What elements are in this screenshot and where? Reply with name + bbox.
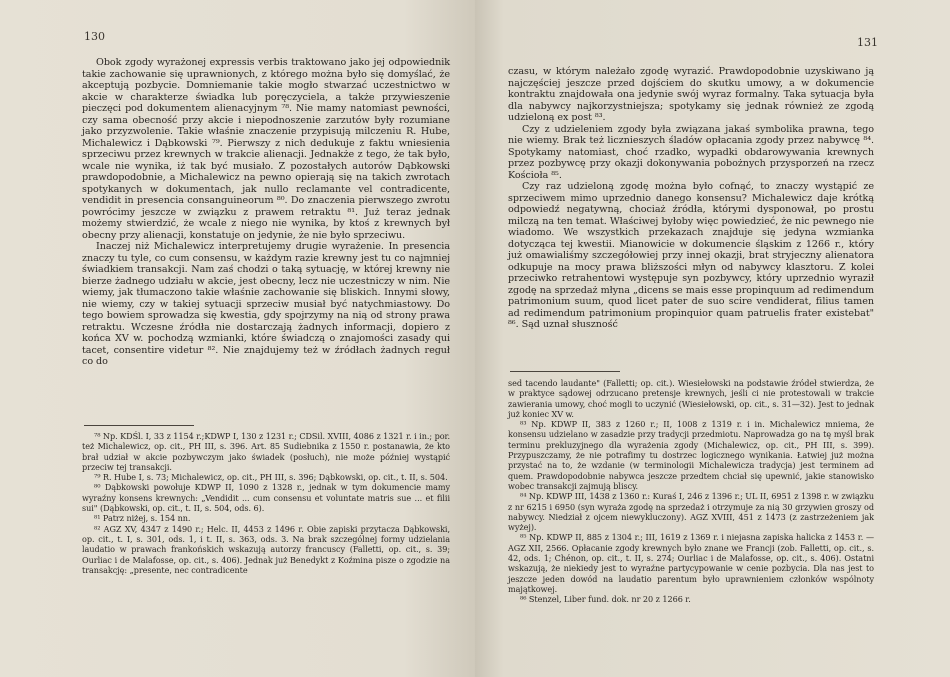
right-page <box>475 0 950 677</box>
page-number: 131 <box>857 36 878 49</box>
footnote: ⁷⁹ R. Hube I, s. 73; Michalewicz, op. cit., PH III, s. 396; Dąbkowski, op. cit., t. II, s. 504. <box>94 472 448 483</box>
footnote: ⁸⁵ Np. KDWP II, 885 z 1304 r.; III, 1619 z 1369 r. i niejasna zapiska halicka z 1453 r. — AGZ XII, 2566. Opłacanie zgody krewnych było znane we Francji (zob. Falletti, op. cit., s. 42, ods. 1; Chénon, op. cit., t. II, s. 274; Ourliac i de Malafosse, op. cit., s. 406). Ostatni wskazują, że niekiedy jest to wyraźne partycypowanie w cenie pozbycia. Dla nas jest to jeszcze jeden dowód na laudatio parentum było uprawnieniem członków wspólnoty majątkowej. <box>508 532 874 594</box>
paragraph: Inaczej niż Michalewicz interpretujemy drugie wyrażenie. In presencia znaczy tu tyle, co cum consensu, w każdym razie krewny jest tu co najmniej świadkiem transakcji. Nam zaś chodzi o taką sytuację, w której krewny nie bierze żadnego udziału w akcie, jest obecny, lecz nie uczestniczy w nim. Nie wiemy, jak tłumaczono takie właśnie zachowanie się bliskich. Innymi słowy, nie wiemy, czy w takiej sytuacji sprzeciw musiał być natychmiastowy. Do tego bowiem sprowadza się kwestia, gdy spojrzymy na nią od strony prawa retraktu. Wczesne źródła nie dostarczają żadnych informacji, dopiero z końca XV w. pochodzą wzmianki, które świadczą o znajomości zasady qui tacet, consentire videtur ⁸². Nie znajdujemy też w źródłach żadnych reguł co do <box>82 241 450 367</box>
paragraph: Czy raz udzieloną zgodę można było cofnąć, to znaczy wystąpić ze sprzeciwem mimo uprzednio danego konsensu? Michalewicz daje krótką odpowiedź negatywną, chociaż źródła, którymi dysponował, po prostu milczą na ten temat. Właściwej byłoby więc powiedzieć, że nic pewnego nie wiadomo. We wszystkich przekazach znajduje się jedyna wzmianka dotycząca tej kwestii. Mianowicie w dokumencie śląskim z 1266 r., który już omawialiśmy szczegółowiej przy innej okazji, brat stryjeczny alienatora odkupuje na mocy prawa bliższości młyn od nabywcy klasztoru. Z kolei przeciwko retrahentowi występuje syn pozbywcy, który uprzednio wyraził zgodę na sprzedaż młyna „dicens se mais esse propinquum ad redimendum patrimonium suum, quod licet pater de suo scire vendiderat, filius tamen ad redimendum patrimonium propinquior quam patruelis frater existebat" ⁸⁶. Sąd uznał słuszność <box>508 181 874 330</box>
footnotes <box>82 431 450 575</box>
footnote: ⁸³ Np. KDWP II, 383 z 1260 r.; II, 1008 z 1319 r. i in. Michalewicz mniema, że konsensu udzielano w zasadzie przy tradycji przedmiotu. Naprowadza go na tę myśl brak terminu prekluzyjnego dla wyrażenia zgody (Michalewicz, op. cit., PH III, s. 399). Przypuszczamy, że nie potrafimy tu dostrzec logicznego wynikania. Łatwiej już można przystać na to, że wzdanie (w terminologii Michalewicza tradycja) jest terminem ad quem. Prawdopodobnie nabywca jeszcze przedtem chciał się upewnić, jakie stanowisko wobec transakcji zajmują bliscy. <box>508 419 874 491</box>
paragraph: Obok zgody wyrażonej expressis verbis traktowano jako jej odpowiednik takie zachowanie się uprawnionych, z którego można było się domyślać, że akceptują pozbycie. Domniemanie takie mogło stwarzać uczestnictwo w akcie w charakterze świadka lub poręczyciela, a także przywieszenie pieczęci pod dokumentem alienacyjnym ⁷⁸. Nie mamy natomiast pewności, czy sama obecność przy akcie i niepodnoszenie zarzutów były rozumiane jako przyzwolenie. Takie właśnie znaczenie przypisują milczeniu R. Hube, Michalewicz i Dąbkowski ⁷⁹. Pierwszy z nich dedukuje z faktu wniesienia sprzeciwu przez krewnych w trakcie alienacji. Jednakże z tego, że tak było, wcale nie wynika, iż tak być musiało. Z pozostałych autorów Dąbkowski prawdopodobnie, a Michalewicz na pewno opierają się na takich zwrotach spotykanych w dokumentach, jak nullo reclamante vel contradicente, vendidit in presencia consanguineorum ⁸⁰. Do znaczenia pierwszego zwrotu powrócimy jeszcze w związku z prawem retraktu ⁸¹. Już teraz jednak możemy stwierdzić, że wcale z niego nie wynika, by ktoś z krewnych był obecny przy alienacji, konstatuje on jedynie, że nie było sprzeciwu. <box>82 57 450 241</box>
page-number: 130 <box>84 30 105 43</box>
footnote: ⁷⁸ Np. KDŚl. I, 33 z 1154 r.;KDWP I, 130 z 1231 r.; CDSil. XVIII, 4086 z 1321 r. i in.; por. też Michalewicz, op. cit., PH III, s. 396. Art. 85 Sudiebnika z 1550 r. postanawia, że kto brał udział w akcie pozbywczym jako świadek (posłuch), nie może później wystąpić przeciw tej transakcji. <box>82 431 450 472</box>
footnote: ⁸⁰ Dąbkowski powołuje KDWP II, 1090 z 1328 r., jednak w tym dokumencie mamy wyraźny konsens krewnych: „Vendidit ... cum consensu et voluntate matris sue ... et filii sui" (Dąbkowski, op. cit., t. II, s. 504, ods. 6). <box>82 482 450 514</box>
footnote-divider <box>510 371 620 372</box>
footnote: ⁸⁴ Np. KDWP III, 1438 z 1360 r.: Kuraś I, 246 z 1396 r.; UL II, 6951 z 1398 r. w związku z nr 6215 i 6950 (syn wyraża zgodę na sprzedaż i otrzymuje za nią 30 grzywien groszy od nabywcy. Niedział z ojcem niewykluczony). AGZ XVIII, 451 z 1473 (z zastrzeżeniem jak wyżej). <box>508 491 874 533</box>
main-text <box>82 57 450 368</box>
paragraph: Czy z udzieleniem zgody była związana jakaś symbolika prawna, tego nie wiemy. Brak też licznieszych śladów opłacania zgody przez nabywcę ⁸⁴. Spotykamy natomiast, choć rzadko, wypadki obdarowywania krewnych przez pozbywcę przy okazji dokonywania pobożnych przysporzeń na rzecz Kościoła ⁸⁵. <box>508 123 874 181</box>
footnote: ⁸¹ Patrz niżej, s. 154 nn. <box>94 513 191 524</box>
footnote: ⁸² AGZ XV, 4347 z 1490 r.; Helc. II, 4453 z 1496 r. Obie zapiski przytacza Dąbkowski, op. cit., t. I, s. 301, ods. 1, i t. II, s. 363, ods. 3. Na brak szczególnej formy udzielania laudatio w prawach frankońskich wskazują autorzy francuscy (Falletti, op. cit., s. 39; Ourliac i de Malafosse, op. cit., s. 406). Jednak już Benedykt z Koźmina pisze o zgodzie na transakcję: „presente, nec contradicente <box>82 523 450 575</box>
paragraph: czasu, w którym należało zgodę wyrazić. Prawdopodobnie uzyskiwano ją najczęściej jeszcze przed dojściem do skutku umowy, a w dokumencie kontraktu znajdowała ona jedynie swój wyraz formalny. Taka sytuacja była dla nabywcy najkorzystniejsza; spotykamy się jednak również ze zgodą udzieloną ex post ⁸³. <box>508 66 874 123</box>
footnote: sed tacendo laudante" (Falletti; op. cit.). Wiesiełowski na podstawie źródeł stwierdza, że w praktyce sądowej odrzucano pretensje krewnych, jeśli ci nie protestowali w trakcie zawierania umowy, choć mogli to uczynić (Wiesiełowski, op. cit., s. 31—32). Jest to jednak już koniec XV w. <box>508 378 874 419</box>
footnote-divider <box>84 425 194 426</box>
main-text <box>508 66 874 331</box>
footnotes <box>508 378 874 605</box>
footnote: ⁸⁶ Stenzel, Liber fund. dok. nr 20 z 1266 r. <box>520 594 691 605</box>
